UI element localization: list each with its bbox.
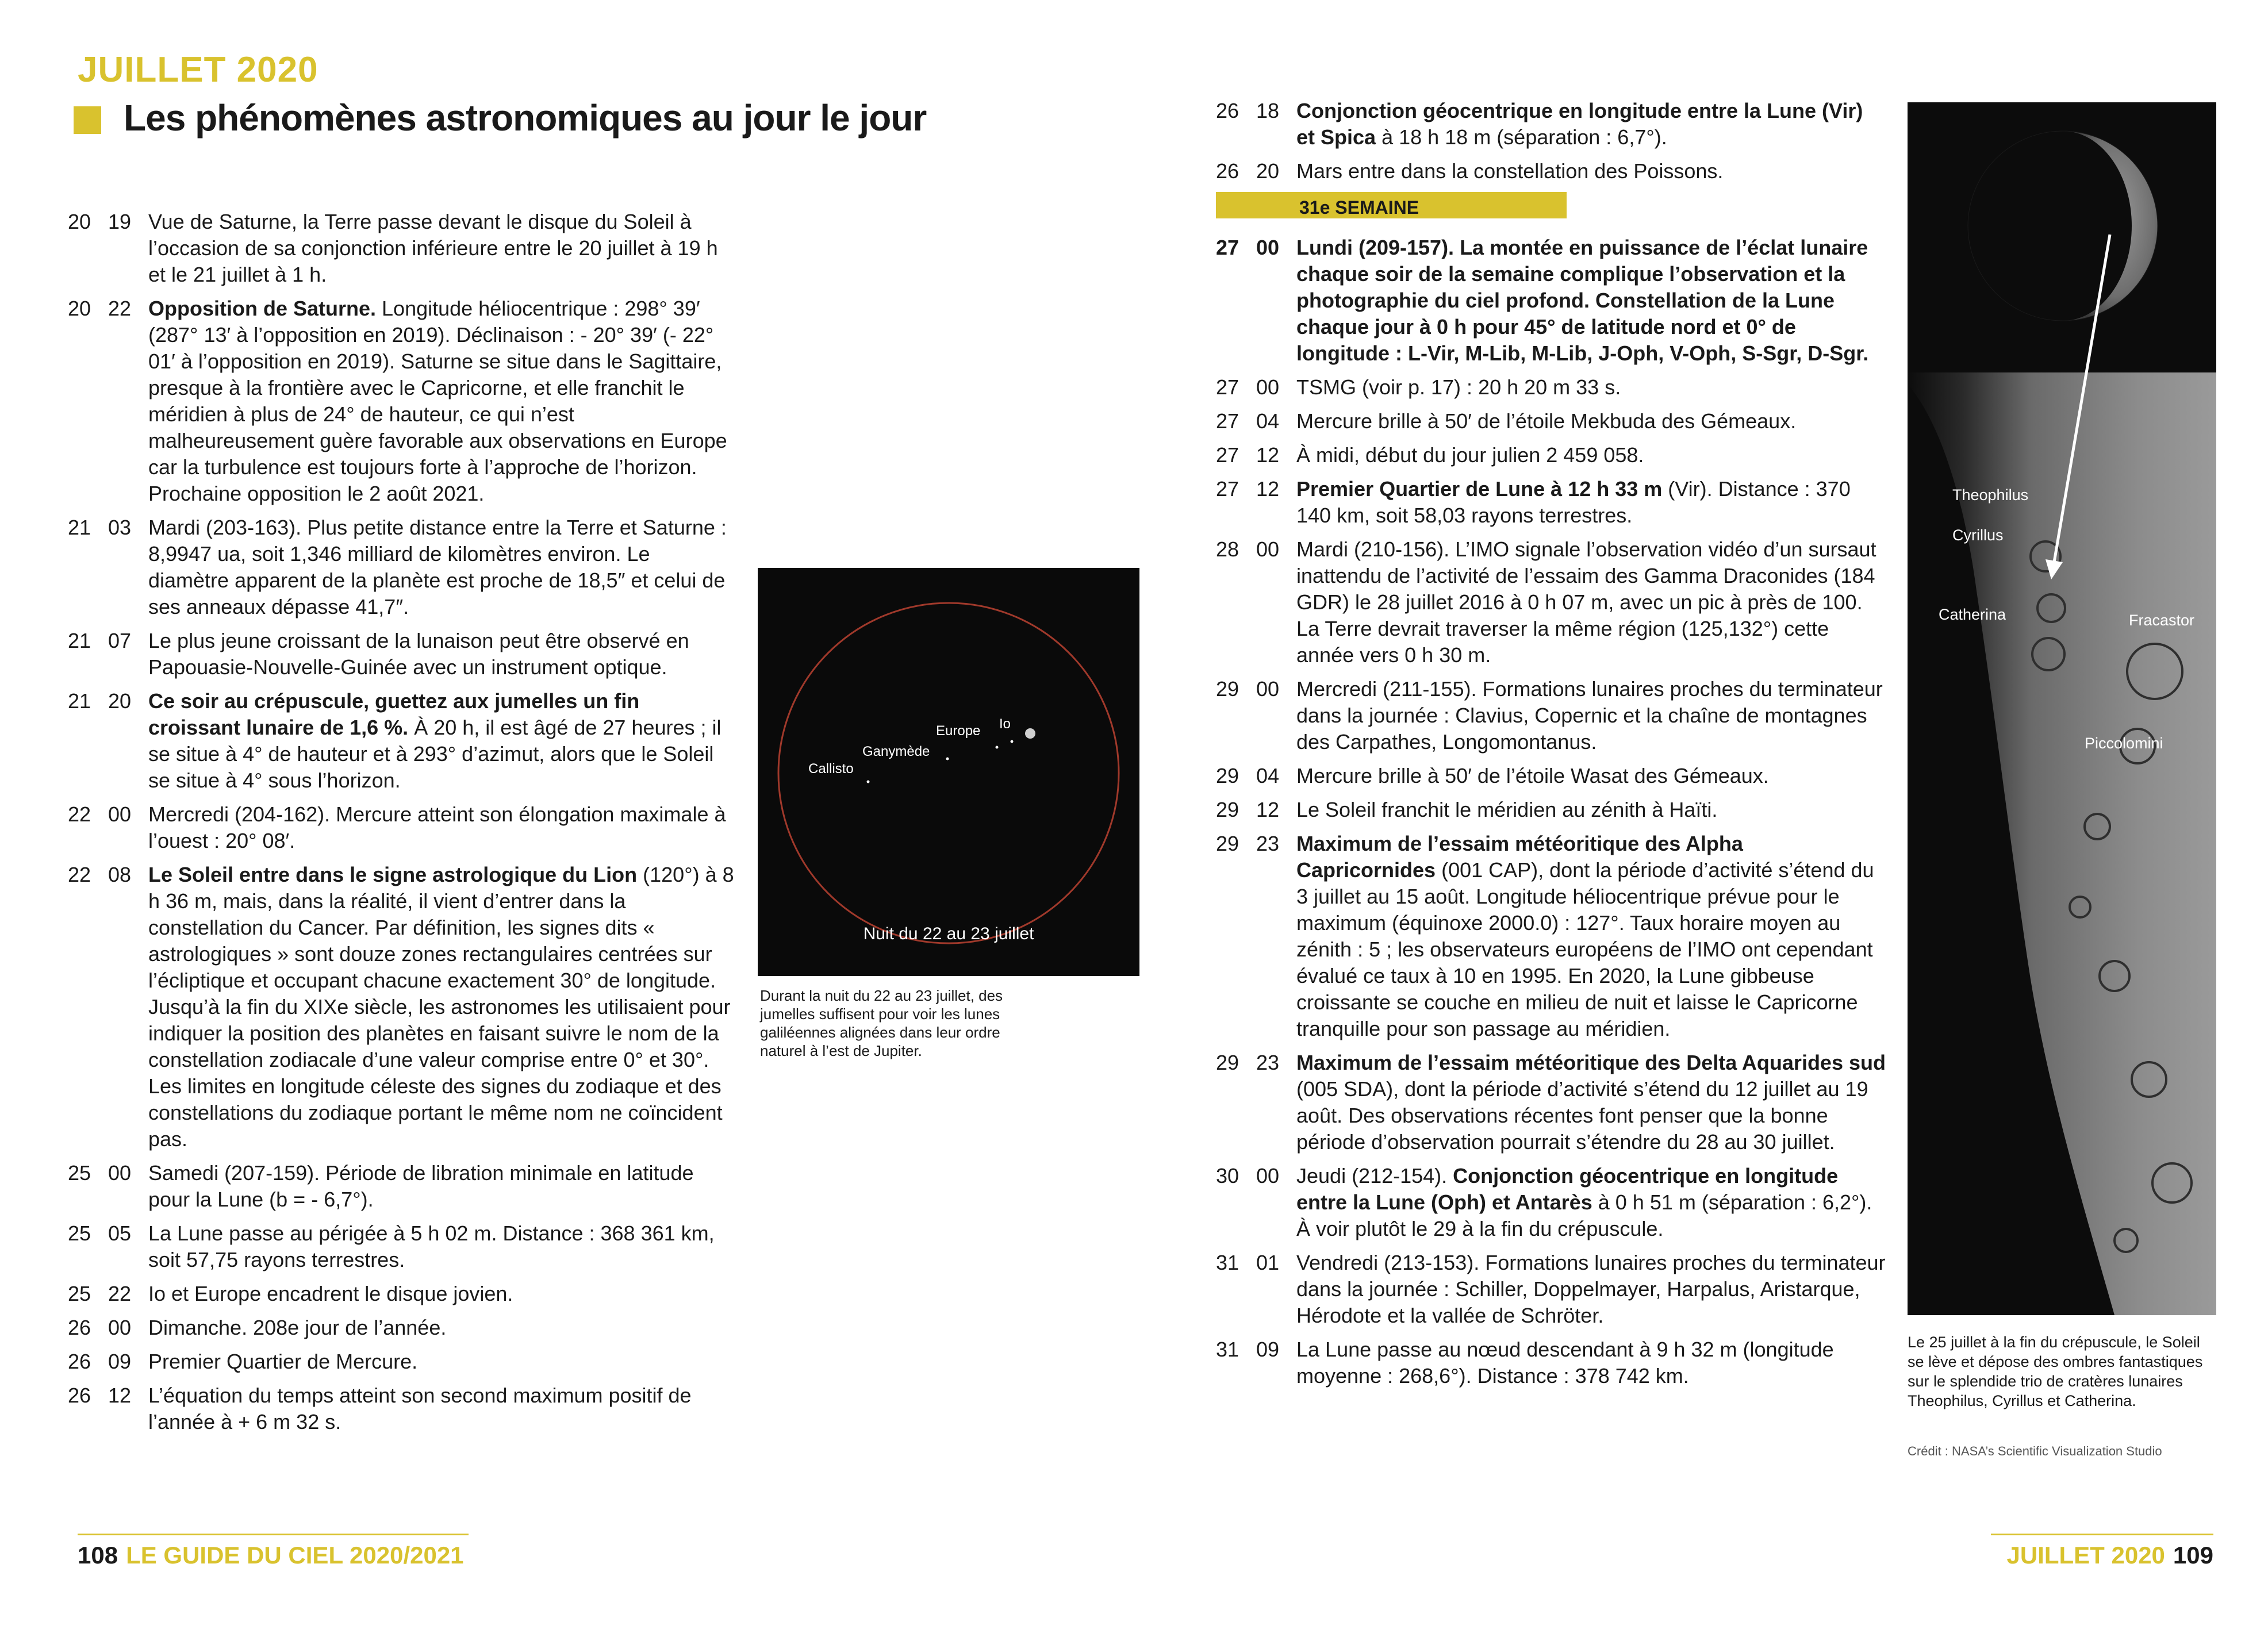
- jupiter-caption: Durant la nuit du 22 au 23 juillet, des jumelles suffisent pour voir les lunes galiléennes alignées dans leur ordre naturel à l’est de Jupiter.: [760, 987, 1003, 1059]
- entry-body: (Vir). Distance : 370 140 km, soit 58,03 rayons terrestres.: [1296, 477, 1851, 527]
- entry: [1216, 763, 1886, 789]
- entry-day: 29: [1216, 764, 1239, 787]
- entry-body: Dimanche. 208e jour de l’année.: [148, 1316, 447, 1339]
- entry-body: Mars entre dans la constellation des Poissons.: [1296, 159, 1724, 183]
- month-title: JUILLET 2020: [78, 50, 318, 90]
- entry-bold: Maximum de l’essaim météoritique des Alpha Capricornides: [1296, 832, 1743, 882]
- entry: [1216, 1250, 1886, 1329]
- entry: [1216, 797, 1886, 823]
- entry-day: 26: [68, 1316, 91, 1339]
- entry-day: 20: [68, 297, 91, 320]
- footer-right: [2006, 1542, 2213, 1569]
- entry-bold: Opposition de Saturne.: [148, 297, 377, 320]
- entry-body: Le Soleil franchit le méridien au zénith à Haïti.: [1296, 798, 1718, 821]
- entry-hour: 12: [1256, 798, 1280, 821]
- entry: [1216, 1336, 1886, 1389]
- section-title: Les phénomènes astronomiques au jour le jour: [124, 97, 927, 139]
- entry-body: Vendredi (213-153). Formations lunaires proches du terminateur dans la journée : Schiller, Doppelmayer, Harpalus, Aristarque, Hérodote et la vallée de Schröter.: [1296, 1251, 1886, 1327]
- entry-body: Mardi (210-156). L’IMO signale l’observation vidéo d’un sursaut inattendu de l’activité de l’essaim des Gamma Draconides (184 GDR) le 28 juillet 2016 à 0 h 07 m, avec un pic à près de 100. La Terre devrait traverser la même région (125,132°) cette année vers 0 h 30 m.: [1296, 537, 1876, 667]
- entry: [68, 801, 735, 854]
- entry-text: [1296, 1050, 1886, 1155]
- entry-day: 27: [1216, 409, 1239, 433]
- entry-day: 27: [1216, 236, 1239, 259]
- entry-body: Premier Quartier de Mercure.: [148, 1350, 418, 1373]
- left-column: [68, 209, 735, 1443]
- entry-bold: Ce soir au crépuscule, guettez aux jumelles un fin croissant lunaire de 1,6 %.: [148, 689, 640, 739]
- entry-text: [148, 801, 735, 854]
- entry-day: 21: [68, 689, 91, 713]
- entry-text: [148, 209, 735, 288]
- entry-text: [148, 295, 735, 507]
- entry-day: 25: [68, 1221, 91, 1245]
- entry: [1216, 442, 1886, 468]
- entry-hour: 00: [1256, 677, 1280, 701]
- entry-body: Io et Europe encadrent le disque jovien.: [148, 1282, 513, 1305]
- entry-hour: 01: [1256, 1251, 1280, 1274]
- entry-hour: 18: [1256, 99, 1280, 122]
- entry-body: (120°) à 8 h 36 m, mais, dans la réalité, il vient d’entrer dans la constellation du Cancer. Par définition, les signes dits « astrologiques » sont douze zones rectangulaires centrées sur l’écliptique et occupant chacune exactement 30° de longitude. Jusqu’à la fin du XIXe siècle, les astronomes les utilisaient pour indiquer la position des planètes en faisant suivre le nom de la constellation zodiacale d’une valeur comprise entre 0° et 30°. Les limites en longitude céleste des signes du zodiaque et des constellations du zodiaque portant le même nom ne coïncident pas.: [148, 863, 734, 1151]
- entry-text: [1296, 1336, 1886, 1389]
- footer-rule-right: [1991, 1534, 2213, 1535]
- piccolomini-label: Piccolomini: [2085, 735, 2163, 752]
- entry: [1216, 98, 1886, 151]
- entry-hour: 19: [108, 210, 132, 233]
- entry-body: (001 CAP), dont la période d’activité s’étend du 3 juillet au 15 août. Longitude héliocentrique prévue pour le maximum (équinoxe 2000.0) : 127°. Taux horaire moyen au zénith : 5 ; les observateurs européens de l’IMO ont cependant évalué ce taux à 10 en 1995. En 2020, la Lune gibbeuse croissante se couche en milieu de nuit et laisse le Capricorne tranquille pour son passage au méridien.: [1296, 858, 1874, 1040]
- entry-bold: Maximum de l’essaim météoritique des Delta Aquarides sud: [1296, 1051, 1886, 1074]
- entry-text: [1296, 158, 1886, 185]
- entry-day: 22: [68, 802, 91, 826]
- entry-day: 27: [1216, 375, 1239, 399]
- entry: [1216, 408, 1886, 435]
- entry-bold: Lundi (209-157). La montée en puissance de l’éclat lunaire chaque soir de la semaine complique l’observation et la photographie du ciel profond. Constellation de la Lune chaque jour à 0 h pour 45° de latitude nord et 0° de longitude : L-Vir, M-Lib, M-Lib, J-Oph, V-Oph, S-Sgr, D-Sgr.: [1296, 236, 1869, 365]
- entry-hour: 09: [1256, 1338, 1280, 1361]
- entry-hour: 12: [108, 1384, 132, 1407]
- entry: [1216, 476, 1886, 529]
- entry: [1216, 158, 1886, 185]
- moon-crescent: [2063, 131, 2158, 321]
- entry-bold: Premier Quartier de Lune à 12 h 33 m: [1296, 477, 1663, 501]
- page-number-right: 109: [2173, 1542, 2213, 1569]
- cyrillus-label: Cyrillus: [1952, 527, 2004, 544]
- entry-hour: 00: [108, 1161, 132, 1185]
- moon-caption: Le 25 juillet à la fin du crépuscule, le Soleil se lève et dépose des ombres fantastiques sur le splendide trio de cratères lunaires Theophilus, Cyrillus et Catherina.: [1908, 1334, 2203, 1409]
- entry-body: (005 SDA), dont la période d’activité s’étend du 12 juillet au 19 août. Des observations récentes font penser que la bonne période d’observation pourrait s’étendre du 28 au 30 juillet.: [1296, 1077, 1868, 1154]
- entry-day: 29: [1216, 832, 1239, 855]
- entry-hour: 09: [108, 1350, 132, 1373]
- entry-hour: 23: [1256, 832, 1280, 855]
- entry-hour: 00: [108, 1316, 132, 1339]
- entry-text: [1296, 235, 1886, 367]
- entry-day: 29: [1216, 1051, 1239, 1074]
- ganymede-dot: [946, 758, 949, 760]
- theophilus-label: Theophilus: [1952, 486, 2029, 504]
- entry-hour: 00: [1256, 375, 1280, 399]
- entry-body: Longitude héliocentrique : 298° 39′ (287° 13′ à l’opposition en 2019). Déclinaison : - 20° 39′ (- 22° 01′ à l’opposition en 2019). Saturne se situe dans le Sagittaire, presque à la frontière avec le Capricorne, et elle franchit le méridien à plus de 24° de hauteur, ce qui n’est malheureusement guère favorable aux observations en Europe car la turbulence est toujours forte à l’approche de l’horizon. Prochaine opposition le 2 août 2021.: [148, 297, 727, 505]
- entry: [1216, 831, 1886, 1042]
- entry: [68, 209, 735, 288]
- entry: [68, 688, 735, 794]
- entry-hour: 00: [1256, 1164, 1280, 1188]
- europe-dot: [996, 746, 999, 749]
- entry-text: [1296, 676, 1886, 755]
- entry-hour: 08: [108, 863, 132, 886]
- entry-hour: 05: [108, 1221, 132, 1245]
- entry-hour: 22: [108, 1282, 132, 1305]
- entry: [1216, 1050, 1886, 1155]
- footer-rule-left: [78, 1534, 469, 1535]
- entry-bold: Conjonction géocentrique en longitude entre la Lune (Oph) et Antarès: [1296, 1164, 1839, 1214]
- book-title: LE GUIDE DU CIEL 2020/2021: [126, 1542, 464, 1569]
- entry-body: Mercredi (204-162). Mercure atteint son élongation maximale à l’ouest : 20° 08′.: [148, 802, 726, 852]
- entry-hour: 22: [108, 297, 132, 320]
- week-banner-label: 31e SEMAINE: [1299, 197, 1419, 218]
- entry-body: Samedi (207-159). Période de libration minimale en latitude pour la Lune (b = - 6,7°).: [148, 1161, 694, 1211]
- entry-body: Vue de Saturne, la Terre passe devant le disque du Soleil à l’occasion de sa conjonction inférieure entre le 20 juillet à 19 h et le 21 juillet à 1 h.: [148, 210, 718, 286]
- entry: [68, 1348, 735, 1375]
- entry-hour: 04: [1256, 409, 1280, 433]
- entry-hour: 20: [1256, 159, 1280, 183]
- callisto-dot: [867, 781, 870, 783]
- entry-text: [148, 1160, 735, 1213]
- entry-bold: Le Soleil entre dans le signe astrologique du Lion: [148, 863, 638, 886]
- jupiter-disc: [1025, 728, 1035, 739]
- callisto-label: Callisto: [808, 761, 854, 777]
- entry-hour: 03: [108, 516, 132, 539]
- moon-illustration: [1908, 102, 2216, 1315]
- entry-text: [1296, 442, 1886, 468]
- entry: [68, 1220, 735, 1273]
- catherina-label: Catherina: [1939, 606, 2006, 623]
- entry-body: Mercure brille à 50′ de l’étoile Mekbuda des Gémeaux.: [1296, 409, 1797, 433]
- entry-text: [1296, 476, 1886, 529]
- entry-hour: 00: [1256, 236, 1280, 259]
- entry-body: Le plus jeune croissant de la lunaison peut être observé en Papouasie-Nouvelle-Guinée avec un instrument optique.: [148, 629, 689, 679]
- entry-body: Jeudi (212-154).: [1296, 1164, 1453, 1188]
- entry-text: [1296, 797, 1886, 823]
- entry-text: [148, 862, 735, 1152]
- entry: [1216, 374, 1886, 401]
- entry-text: [1296, 763, 1886, 789]
- entry-body: à 18 h 18 m (séparation : 6,7°).: [1376, 125, 1667, 149]
- entry-body: À midi, début du jour julien 2 459 058.: [1296, 443, 1644, 467]
- entry-day: 26: [1216, 159, 1239, 183]
- night-label: Nuit du 22 au 23 juillet: [863, 924, 1034, 943]
- entry-body: Mardi (203-163). Plus petite distance entre la Terre et Saturne : 8,9947 ua, soit 1,346 milliard de kilomètres environ. Le diamètre apparent de la planète est proche de 18,5″ et celui de ses anneaux dépasse 41,7″.: [148, 516, 727, 618]
- entry-day: 25: [68, 1282, 91, 1305]
- entry-day: 22: [68, 863, 91, 886]
- entry-hour: 12: [1256, 477, 1280, 501]
- io-dot: [1011, 740, 1014, 743]
- entry-text: [148, 1382, 735, 1435]
- entry-text: [1296, 374, 1886, 401]
- entry-day: 30: [1216, 1164, 1239, 1188]
- footer-left: [78, 1542, 464, 1569]
- entry: [68, 862, 735, 1152]
- moon-photo: [1908, 102, 2216, 1315]
- entry-day: 25: [68, 1161, 91, 1185]
- entry-text: [148, 514, 735, 620]
- section-marker: [74, 106, 101, 134]
- entry-hour: 04: [1256, 764, 1280, 787]
- entry: [68, 1160, 735, 1213]
- europe-label: Europe: [936, 723, 981, 739]
- entry: [68, 628, 735, 681]
- entry: [68, 1315, 735, 1341]
- entry-text: [1296, 1163, 1886, 1242]
- page-number-left: 108: [78, 1542, 118, 1569]
- week-banner: [1216, 192, 1567, 218]
- entry-day: 28: [1216, 537, 1239, 561]
- entry-hour: 07: [108, 629, 132, 652]
- io-label: Io: [999, 716, 1011, 732]
- entry-text: [1296, 408, 1886, 435]
- entry-text: [1296, 1250, 1886, 1329]
- right-column: [1216, 98, 1886, 1397]
- entry-hour: 23: [1256, 1051, 1280, 1074]
- fracastor-label: Fracastor: [2129, 612, 2195, 629]
- entry: [68, 1281, 735, 1307]
- entry-body: TSMG (voir p. 17) : 20 h 20 m 33 s.: [1296, 375, 1621, 399]
- entry-text: [148, 1220, 735, 1273]
- entry-body: À 20 h, il est âgé de 27 heures ; il se situe à 4° de hauteur et à 293° d’azimut, alors que le Soleil se situe à 4° sous l’horizon.: [148, 716, 722, 792]
- entry-day: 27: [1216, 477, 1239, 501]
- entry-day: 31: [1216, 1251, 1239, 1274]
- jupiter-moons-figure: [758, 568, 1139, 976]
- entry-body: Mercredi (211-155). Formations lunaires proches du terminateur dans la journée : Clavius, Copernic et la chaîne de montagnes des Carpathes, Longomontanus.: [1296, 677, 1883, 754]
- entry: [68, 514, 735, 620]
- photo-credit: Crédit : NASA’s Scientific Visualization Studio: [1908, 1444, 2162, 1458]
- entry-text: [148, 1348, 735, 1375]
- entry-text: [1296, 831, 1886, 1042]
- entry-bold: Conjonction géocentrique en longitude entre la Lune (Vir) et Spica: [1296, 99, 1863, 149]
- entry-body: L’équation du temps atteint son second maximum positif de l’année à + 6 m 32 s.: [148, 1384, 692, 1434]
- entry-hour: 00: [108, 802, 132, 826]
- entry-text: [1296, 536, 1886, 668]
- entry-text: [148, 628, 735, 681]
- entry-day: 26: [68, 1350, 91, 1373]
- entry-text: [1296, 98, 1886, 151]
- entry-day: 31: [1216, 1338, 1239, 1361]
- entry-hour: 12: [1256, 443, 1280, 467]
- entry-day: 20: [68, 210, 91, 233]
- entry: [1216, 1163, 1886, 1242]
- entry-day: 21: [68, 629, 91, 652]
- entry: [68, 295, 735, 507]
- entry: [1216, 676, 1886, 755]
- entry-day: 26: [68, 1384, 91, 1407]
- entry-hour: 20: [108, 689, 132, 713]
- entry-hour: 00: [1256, 537, 1280, 561]
- entry-text: [148, 1315, 735, 1341]
- entry-body: La Lune passe au nœud descendant à 9 h 32 m (longitude moyenne : 268,6°). Distance : 378 742 km.: [1296, 1338, 1834, 1388]
- entry-body: La Lune passe au périgée à 5 h 02 m. Distance : 368 361 km, soit 57,75 rayons terrestres.: [148, 1221, 715, 1271]
- entry-body: Mercure brille à 50′ de l’étoile Wasat des Gémeaux.: [1296, 764, 1769, 787]
- entry-day: 29: [1216, 677, 1239, 701]
- entry-day: 26: [1216, 99, 1239, 122]
- entry-text: [148, 1281, 735, 1307]
- footer-month: JUILLET 2020: [2006, 1542, 2165, 1569]
- entry: [1216, 235, 1886, 367]
- ganymede-label: Ganymède: [862, 744, 930, 759]
- entry: [68, 1382, 735, 1435]
- entry-day: 27: [1216, 443, 1239, 467]
- entry-body-2: à 0 h 51 m (séparation : 6,2°). À voir plutôt le 29 à la fin du crépuscule.: [1296, 1190, 1872, 1240]
- entry-day: 29: [1216, 798, 1239, 821]
- entry: [1216, 536, 1886, 668]
- entry-text: [148, 688, 735, 794]
- entry-day: 21: [68, 516, 91, 539]
